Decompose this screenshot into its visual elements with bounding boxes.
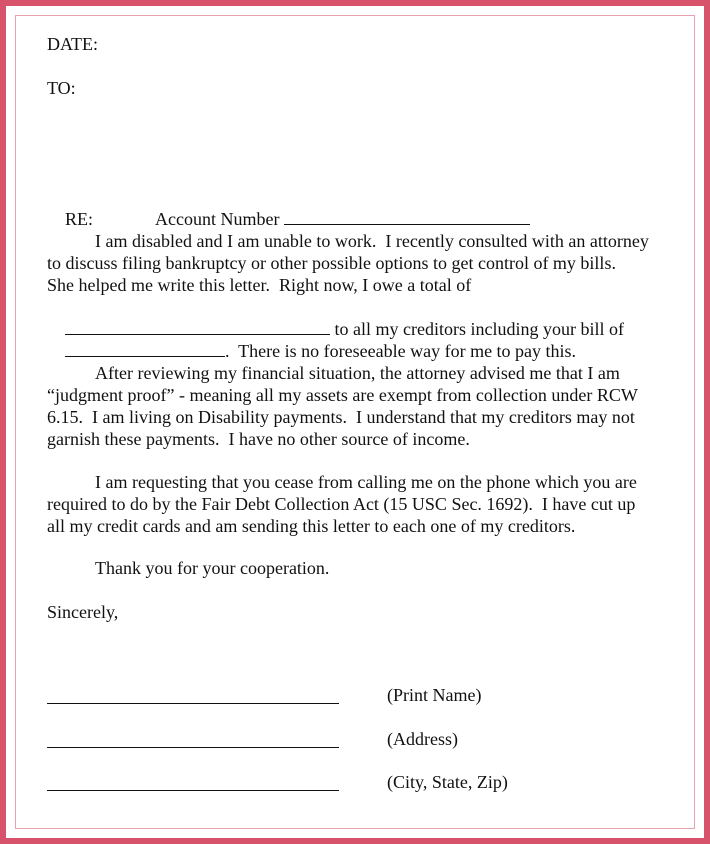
account-number-blank[interactable] (284, 208, 530, 225)
address-blank[interactable] (47, 747, 339, 748)
re-label: RE: (65, 209, 94, 229)
p3-line1: I am requesting that you cease from calling me on the phone which you are (95, 472, 637, 492)
p1-line3: She helped me write this letter. Right now, I owe a total of (47, 275, 472, 295)
p3-line3: all my credit cards and am sending this letter to each one of my creditors. (47, 516, 576, 536)
closing-line: Sincerely, (47, 602, 119, 622)
city-state-zip-label: (City, State, Zip) (387, 772, 508, 792)
p2-line1: After reviewing my financial situation, the attorney advised me that I am (95, 363, 620, 383)
p2-line3: 6.15. I am living on Disability payments. I understand that my creditors may not (47, 407, 635, 427)
print-name-label: (Print Name) (387, 685, 482, 705)
address-label: (Address) (387, 729, 458, 749)
p2-line4: garnish these payments. I have no other source of income. (47, 429, 470, 449)
to-label: TO: (47, 78, 76, 98)
p1-line5-text: . There is no foreseeable way for me to pay this. (225, 341, 577, 361)
bill-amount-blank[interactable] (65, 340, 225, 357)
p3-line2: required to do by the Fair Debt Collection Act (15 USC Sec. 1692). I have cut up (47, 494, 636, 514)
thanks-line: Thank you for your cooperation. (95, 558, 330, 578)
p1-line4-text: to all my creditors including your bill of (330, 319, 624, 339)
city-state-zip-blank[interactable] (47, 790, 339, 791)
date-label: DATE: (47, 34, 98, 54)
p1-line2: to discuss filing bankruptcy or other possible options to get control of my bills. (47, 253, 616, 273)
print-name-blank[interactable] (47, 703, 339, 704)
account-number-label: Account Number (155, 209, 280, 229)
p1-line1: I am disabled and I am unable to work. I recently consulted with an attorney (95, 231, 649, 251)
p2-line2: “judgment proof” - meaning all my assets are exempt from collection under RCW (47, 385, 638, 405)
